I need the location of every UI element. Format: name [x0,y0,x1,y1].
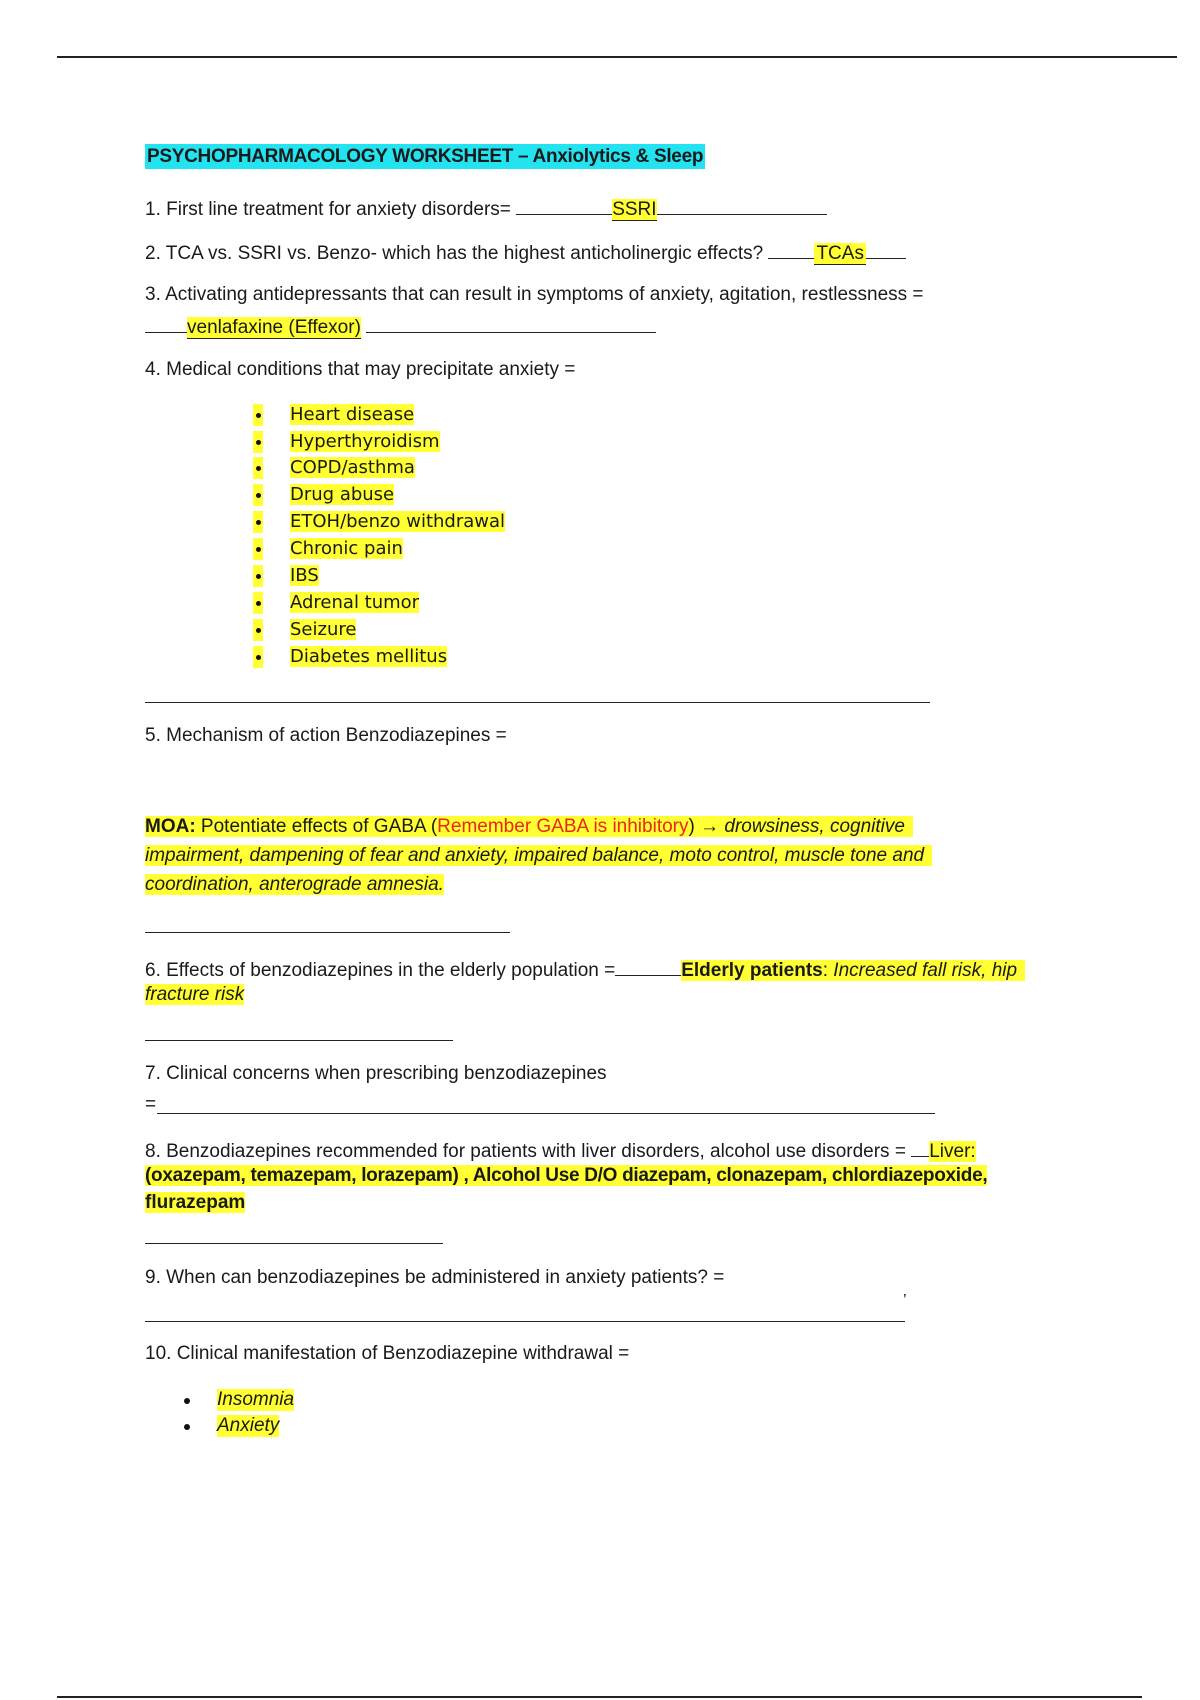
page-title: PSYCHOPHARMACOLOGY WORKSHEET – Anxiolytics & Sleep [147,146,704,167]
bullet-icon [253,484,263,506]
answer-blank [615,955,681,976]
question-9-label: 9. When can benzodiazepines be administered in anxiety patients? = [145,1267,725,1288]
answer-blank [366,312,656,333]
moa-line-3: coordination, anterograde amnesia. [145,874,444,895]
answer-blank [911,1136,929,1157]
answer-line [145,1243,443,1244]
bullet-icon [253,457,263,479]
question-4-label: 4. Medical conditions that may precipitate anxiety = [145,359,576,380]
question-2-label: 2. TCA vs. SSRI vs. Benzo- which has the highest anticholinergic effects? [145,243,764,264]
question-7-label: 7. Clinical concerns when prescribing benzodiazepines [145,1063,607,1084]
question-3 [145,284,924,306]
list-item: Adrenal tumor [290,592,420,613]
list-item: Insomnia [217,1389,295,1410]
question-8-label: 8. Benzodiazepines recommended for patients with liver disorders, alcohol use disorders = [145,1141,906,1162]
list-item: Anxiety [217,1415,280,1436]
question-7-equals: = [145,1094,157,1115]
question-8-answer-line-3: flurazepam [145,1192,246,1213]
moa-note: Remember GABA is inhibitory [437,816,689,837]
answer-line [145,932,510,933]
question-6-answer-title: Elderly patients [681,960,823,981]
question-2 [145,238,906,265]
question-6-label: 6. Effects of benzodiazepines in the elderly population = [145,960,616,981]
list-item: Seizure [290,619,357,640]
question-8 [145,1136,976,1163]
bullet-icon [184,1424,190,1430]
list-item: Hyperthyroidism [290,431,440,452]
list-item: Drug abuse [290,484,395,505]
answer-blank [866,238,906,259]
top-rule [57,56,1177,58]
question-5-label: 5. Mechanism of action Benzodiazepines = [145,725,507,746]
question-10-label: 10. Clinical manifestation of Benzodiazepine withdrawal = [145,1343,630,1364]
question-2-answer: TCAs [816,243,864,264]
list-item: IBS [290,565,319,586]
bullet-icon [253,592,263,614]
list-item: ETOH/benzo withdrawal [290,511,506,532]
list-item: Heart disease [290,404,415,425]
question-3-label: 3. Activating antidepressants that can result in symptoms of anxiety, agitation, restlessness = [145,284,924,305]
answer-line [145,1321,905,1322]
question-3-answer: venlafaxine (Effexor) [187,317,361,338]
answer-line [157,1113,935,1114]
question-7 [145,1063,607,1085]
question-1-label: 1. First line treatment for anxiety disorders= [145,199,511,220]
bottom-rule [57,1696,1142,1698]
list-item: Chronic pain [290,538,403,559]
answer-line [145,702,930,703]
question-8-answer-line-2: (oxazepam, temazepam, lorazepam) , Alcohol Use D/O diazepam, clonazepam, chlordiazepoxide, [145,1165,988,1186]
list-item: COPD/asthma [290,457,415,478]
list-item: Diabetes mellitus [290,646,448,667]
answer-line [145,1040,453,1041]
answer-blank [768,238,814,259]
question-9 [145,1267,724,1289]
bullet-icon [253,565,263,587]
answer-blank [516,194,612,215]
question-1-answer: SSRI [612,199,657,220]
question-6-answer-line-2: fracture risk [145,984,245,1005]
moa-line-1: MOA: Potentiate effects of GABA (Remember GABA is inhibitory) → drowsiness, cognitive [145,816,913,838]
question-1 [145,194,827,221]
answer-blank [145,312,187,333]
question-6: 6. Effects of benzodiazepines in the elderly population = Elderly patients: Increased fall risk, hip [145,955,1025,982]
bullet-icon [253,538,263,560]
bullet-icon [253,619,263,641]
moa-line-2: impairment, dampening of fear and anxiety, impaired balance, moto control, muscle tone and [145,845,932,867]
question-10 [145,1343,629,1365]
moa-label: MOA: [145,816,196,837]
bullet-icon [253,431,263,453]
bullet-icon [253,646,263,668]
question-5 [145,725,507,747]
answer-blank [657,194,827,215]
bullet-icon [253,404,263,426]
question-9-mark: ’ [903,1292,907,1309]
question-3-answer-line [145,312,656,339]
bullet-icon [184,1398,190,1404]
question-8-answer: Liver: [929,1141,976,1162]
bullet-icon [253,511,263,533]
question-4 [145,359,575,381]
